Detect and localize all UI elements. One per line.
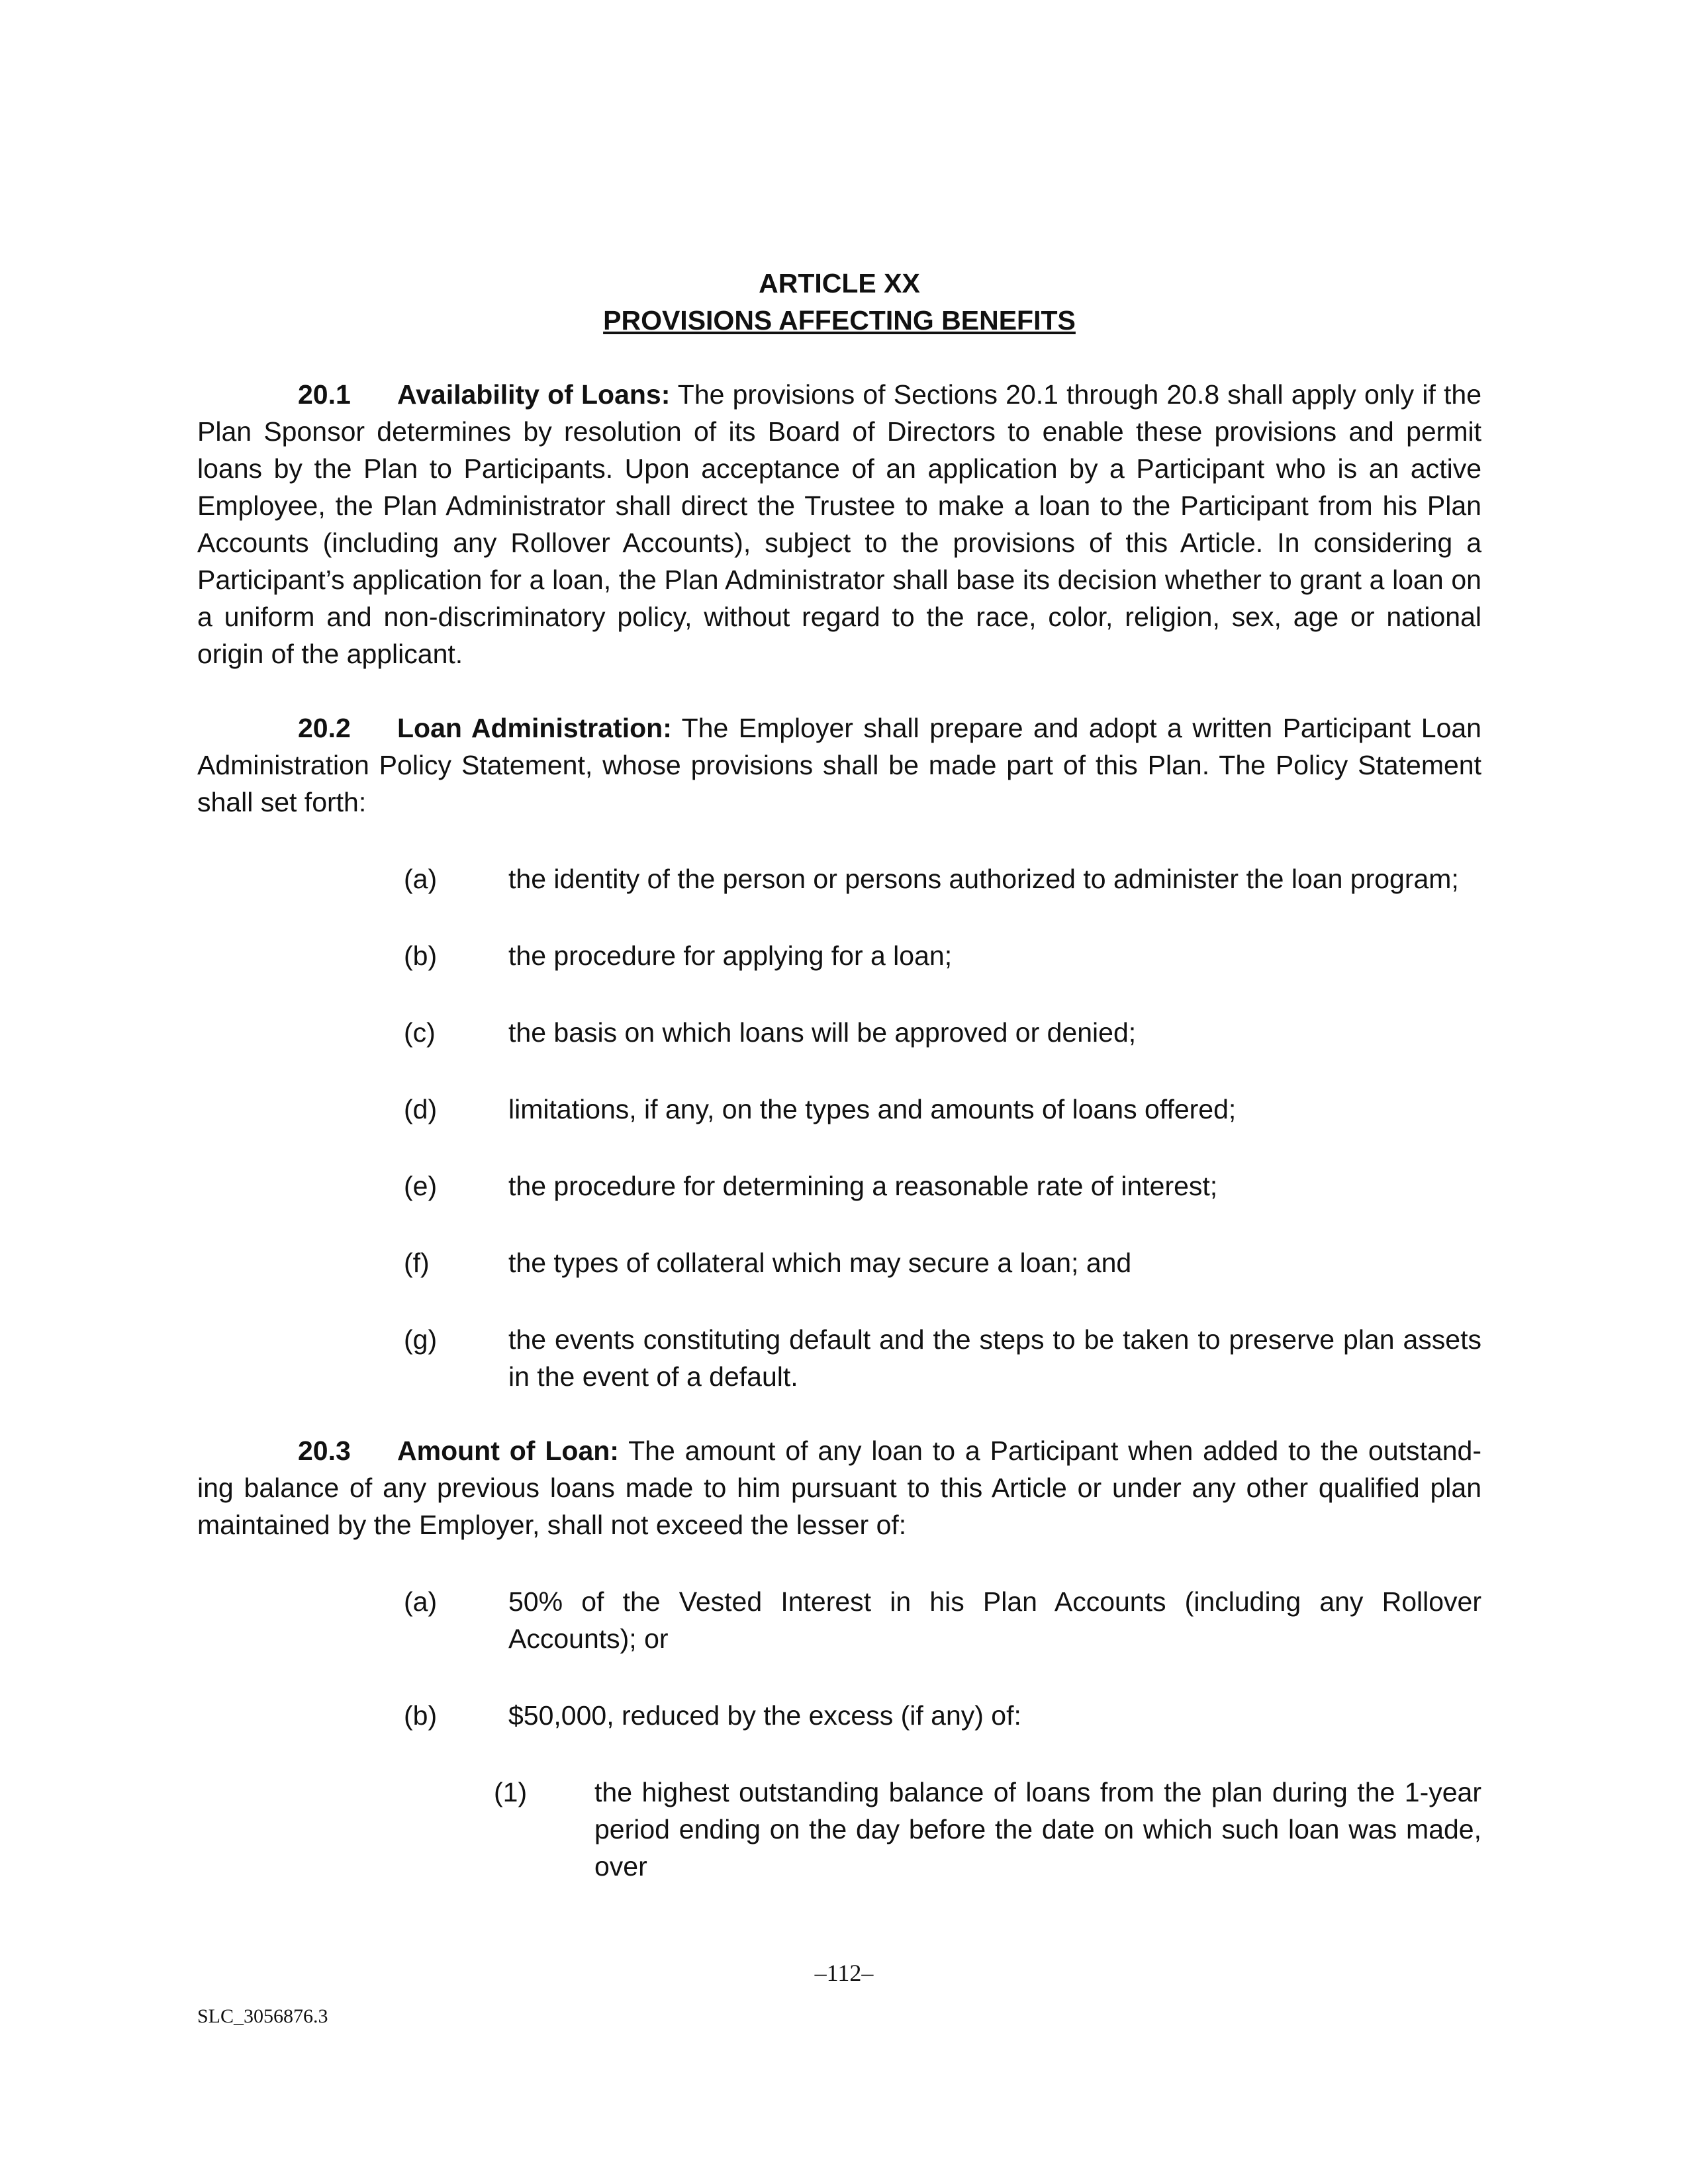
list-item [197,937,1481,974]
list-item-label: (g) [404,1324,438,1355]
list-item-label: (d) [404,1094,438,1124]
list-item [197,1697,1481,1734]
list-item-label: (c) [404,1017,436,1048]
list-item-label: (f) [404,1248,430,1278]
page-number: –112– [814,1960,874,1986]
list-item-label: (a) [404,1586,438,1617]
list-item-text: 50% of the Vested Interest in his Plan Accounts (including any Rollover Accounts); or [508,1586,1481,1654]
list-item-label: (b) [404,940,438,971]
list-item-label: (a) [404,864,438,894]
list-item-text: the identity of the person or persons authorized to administer the loan program; [508,864,1459,894]
list-item [197,1244,1481,1281]
list-item-text: the basis on which loans will be approved or denied; [508,1017,1137,1048]
list-item-text: the procedure for determining a reasonable rate of interest; [508,1171,1218,1201]
document-id: SLC_3056876.3 [197,2005,328,2027]
list-item-text: the procedure for applying for a loan; [508,940,953,971]
section-title: Loan Administration: [397,713,672,743]
sub-list-item-text: the highest outstanding balance of loans from the plan during the 1-year period ending on the day before the date on which such loan was made, over [594,1777,1481,1882]
section-20-1 [197,376,1481,672]
section-title: Amount of Loan: [397,1435,619,1466]
article-title: ARTICLE XX [759,268,920,298]
list-item [197,860,1481,897]
list-item [197,1321,1481,1395]
section-text: The amount of any loan to a Participant when added to the outstand-ing balance of any previous loans made to him pursuant to this Article or under any other qualified plan maintained by the Employer, shall not exceed the lesser of: [197,1435,1482,1540]
list-item [197,1014,1481,1051]
list-item-label: (e) [404,1171,438,1201]
list-item-text: the events constituting default and the steps to be taken to preserve plan assets in the event of a default. [508,1324,1481,1392]
section-20-3 [197,1432,1481,1543]
article-subtitle: PROVISIONS AFFECTING BENEFITS [603,305,1076,336]
list-item [197,1583,1481,1657]
section-title: Availability of Loans: [397,379,671,410]
section-number: 20.2 [298,713,351,743]
sub-list-item [197,1774,1481,1885]
list-item [197,1167,1481,1205]
list-item-label: (b) [404,1700,438,1731]
page-content [197,265,1481,1885]
list-item [197,1091,1481,1128]
list-item-text: $50,000, reduced by the excess (if any) of: [508,1700,1021,1731]
list-item-text: limitations, if any, on the types and amounts of loans offered; [508,1094,1237,1124]
section-number: 20.3 [298,1435,351,1466]
sub-list-item-label: (1) [494,1777,528,1807]
list-item-text: the types of collateral which may secure a loan; and [508,1248,1132,1278]
section-20-2 [197,709,1481,821]
section-number: 20.1 [298,379,351,410]
section-text: The provisions of Sections 20.1 through 20.8 shall apply only if the Plan Sponsor determines by resolution of its Board of Directors to enable these provisions and permit loans by the Plan to Participants. Upon acceptance of an application by a Participant who is an active Employee, the Plan Administrator shall direct the Trustee to make a loan to the Participant from his Plan Accounts (including any Rollover Accounts), subject to the provisions of this Article. In considering a Participant’s application for a loan, the Plan Administrator shall base its decision whether to grant a loan on a uniform and non-discriminatory policy, without regard to the race, color, religion, sex, age or national origin of the applicant. [197,379,1481,669]
section-text: The Employer shall prepare and adopt a written Participant Loan Administration Policy Statement, whose provisions shall be made part of this Plan. The Policy Statement shall set forth: [197,713,1481,817]
